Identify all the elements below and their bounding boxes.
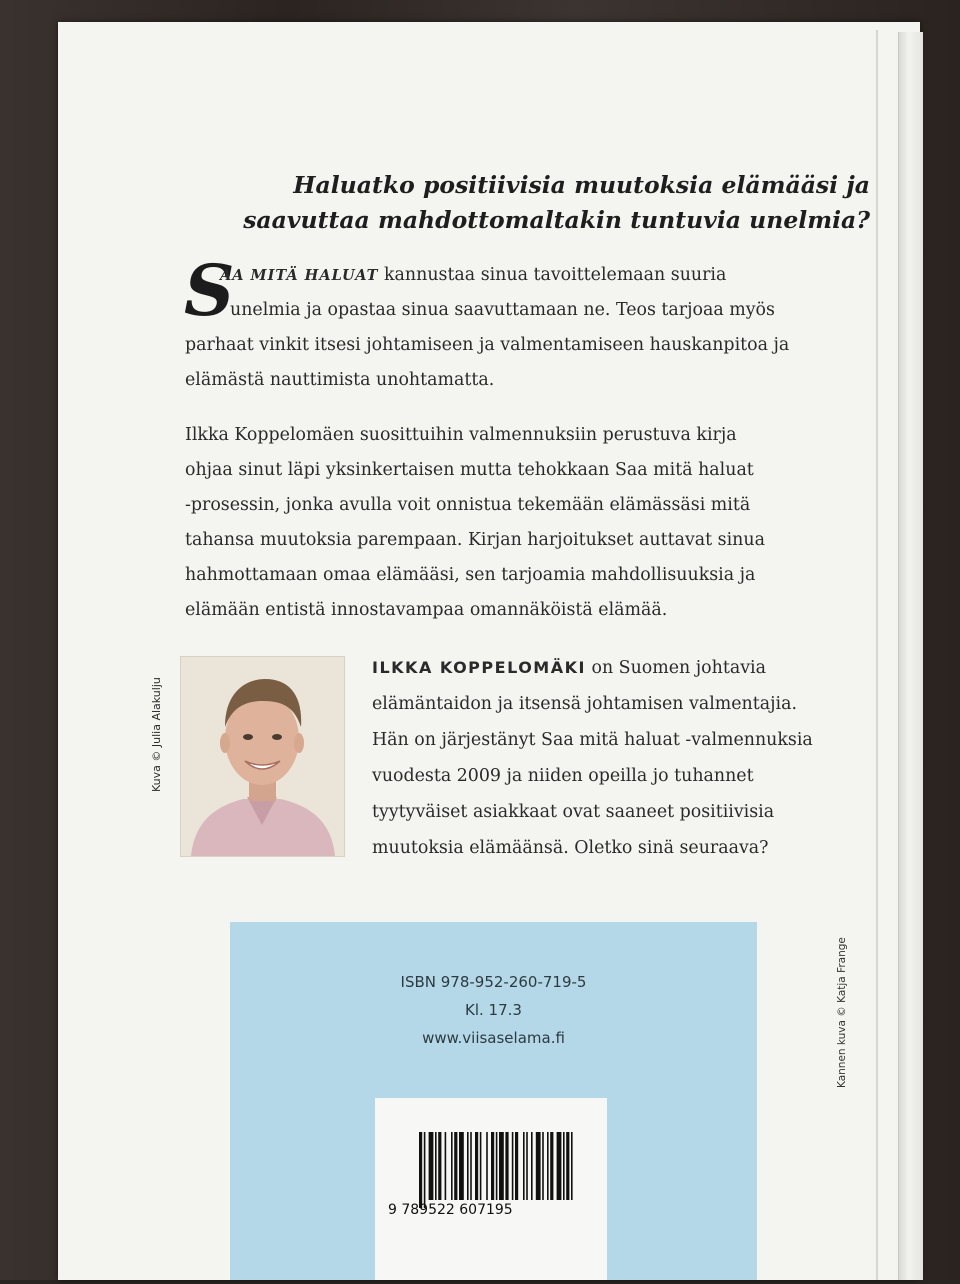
barcode-bar <box>438 1132 441 1200</box>
isbn-text: ISBN 978-952-260-719-5 <box>400 973 587 991</box>
body-line: elämään entistä innostavampaa omannäköistä elämää. <box>185 600 668 620</box>
barcode-bar <box>475 1132 478 1200</box>
body-line: tahansa muutoksia parempaan. Kirjan harjoitukset auttavat sinua <box>185 530 765 550</box>
barcode-bar <box>435 1132 437 1200</box>
intro-line: parhaat vinkit itsesi johtamiseen ja valmentamiseen hauskanpitoa ja <box>185 335 790 355</box>
intro-paragraph <box>184 249 865 398</box>
cover-credit: Kannen kuva © Katja Frange <box>836 937 848 1088</box>
author-line: muutoksia elämäänsä. Oletko sinä seuraava? <box>372 838 769 858</box>
classification-text: Kl. 17.3 <box>465 1001 522 1019</box>
author-photo <box>180 656 345 857</box>
author-line: elämäntaidon ja itsensä johtamisen valmentajia. <box>372 694 797 714</box>
barcode-bar <box>536 1132 541 1200</box>
author-bio <box>372 650 872 866</box>
intro-line <box>185 258 865 293</box>
barcode-bar <box>526 1132 528 1200</box>
author-line: tyytyväiset asiakkaat ovat saaneet positiivisia <box>372 802 775 822</box>
barcode-bar <box>571 1132 573 1200</box>
barcode-bar <box>523 1132 525 1200</box>
barcode <box>375 1098 607 1280</box>
barcode-bar <box>445 1132 447 1200</box>
body-line: Ilkka Koppelomäen suosittuihin valmennuksiin perustuva kirja <box>185 425 737 445</box>
barcode-bar <box>491 1132 494 1200</box>
author-line: Hän on järjestänyt Saa mitä haluat -valmennuksia <box>372 730 813 750</box>
photo-credit: Kuva © Julia Alakulju <box>150 677 163 792</box>
author-portrait-image <box>181 657 344 856</box>
dropcap-letter: S <box>184 249 235 332</box>
barcode-bar <box>429 1132 434 1200</box>
barcode-bar <box>451 1132 453 1200</box>
body-line: hahmottamaan omaa elämääsi, sen tarjoamia mahdollisuuksia ja <box>185 565 756 585</box>
book-spine-edge <box>898 32 923 1280</box>
barcode-bar <box>480 1132 482 1200</box>
barcode-bar <box>563 1132 565 1200</box>
body-paragraph <box>185 418 865 628</box>
barcode-bar <box>470 1132 472 1200</box>
barcode-bar <box>424 1132 426 1208</box>
cover-hinge <box>876 30 878 1280</box>
author-line <box>372 650 872 686</box>
barcode-bar <box>454 1132 457 1200</box>
barcode-bar <box>486 1132 488 1200</box>
barcode-bar <box>459 1132 464 1200</box>
author-line-rest: on Suomen johtavia <box>585 658 766 678</box>
barcode-bar <box>515 1132 518 1200</box>
barcode-bar <box>505 1132 508 1200</box>
barcode-bar <box>512 1132 514 1200</box>
barcode-bar <box>542 1132 544 1200</box>
barcode-bar <box>499 1132 504 1200</box>
barcode-bar <box>547 1132 549 1200</box>
intro-line-rest: kannustaa sinua tavoittelemaan suuria <box>378 265 727 285</box>
barcode-number: 9 789522 607195 <box>388 1202 513 1218</box>
publishing-info <box>230 968 757 1052</box>
barcode-bar <box>496 1132 498 1200</box>
intro-line: unelmia ja opastaa sinua saavuttamaan ne. Teos tarjoaa myös <box>230 300 775 320</box>
barcode-bar <box>419 1132 422 1208</box>
barcode-label <box>375 1098 607 1280</box>
author-line: vuodesta 2009 ja niiden opeilla jo tuhannet <box>372 766 754 786</box>
book-title-caps: AA MITÄ HALUAT <box>220 267 379 284</box>
author-name: ILKKA KOPPELOMÄKI <box>372 658 586 677</box>
barcode-bar <box>557 1132 562 1200</box>
barcode-bar <box>566 1132 569 1200</box>
headline <box>150 168 870 238</box>
barcode-bar <box>531 1132 533 1200</box>
body-line: -prosessin, jonka avulla voit onnistua tekemään elämässäsi mitä <box>185 495 751 515</box>
body-line: ohjaa sinut läpi yksinkertaisen mutta tehokkaan Saa mitä haluat <box>185 460 754 480</box>
intro-line: elämästä nauttimista unohtamatta. <box>185 370 495 390</box>
headline-line: Haluatko positiivisia muutoksia elämääsi ja <box>293 171 870 199</box>
barcode-bar <box>550 1132 553 1200</box>
headline-line: saavuttaa mahdottomaltakin tuntuvia unelmia? <box>243 206 870 234</box>
barcode-bar <box>467 1132 469 1200</box>
website-text: www.viisaselama.fi <box>422 1029 565 1047</box>
